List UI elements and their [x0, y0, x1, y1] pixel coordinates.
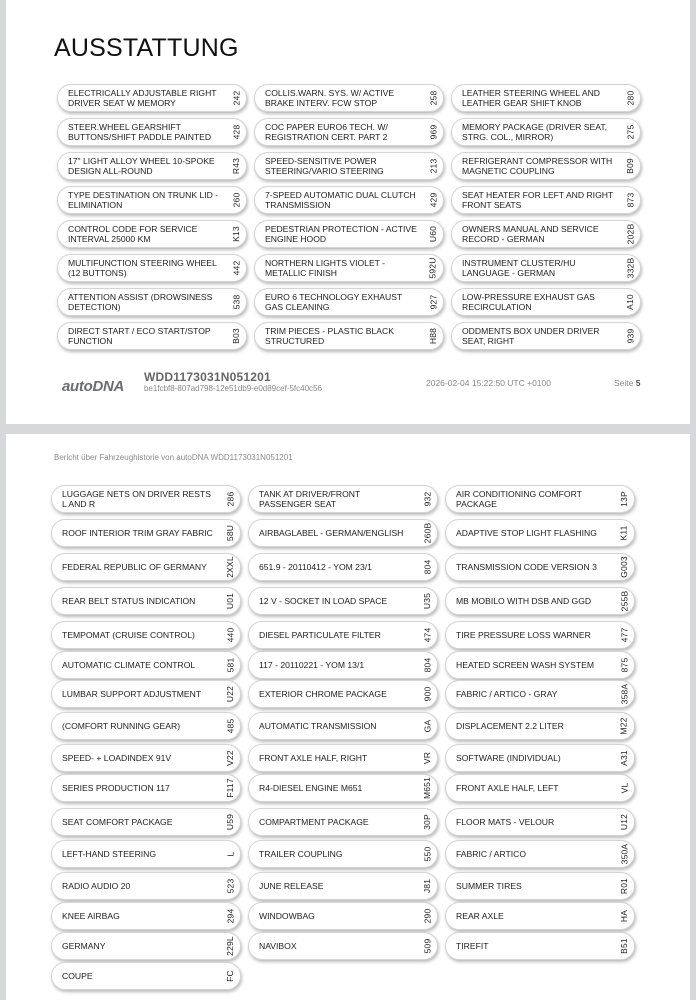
equipment-code: 428	[230, 124, 241, 140]
equipment-item	[57, 186, 247, 214]
equipment-item	[57, 84, 247, 112]
equipment-label: TRIM PIECES - PLASTIC BLACK STRUCTURED	[265, 326, 394, 346]
equipment-code-wrap	[220, 841, 240, 867]
equipment-item	[445, 587, 635, 615]
equipment-item	[248, 840, 438, 868]
equipment-label: COC PAPER EURO6 TECH. W/ REGISTRATION CERT. PART 2	[265, 122, 388, 142]
equipment-code: 873	[624, 192, 635, 208]
equipment-code-wrap	[614, 873, 634, 899]
equipment-item	[51, 774, 241, 802]
equipment-code-wrap	[614, 622, 634, 648]
equipment-item	[445, 774, 635, 802]
equipment-code: A31	[618, 750, 629, 766]
equipment-code-wrap	[417, 873, 437, 899]
equipment-label: TYPE DESTINATION ON TRUNK LID - ELIMINATION	[68, 190, 219, 210]
equipment-label: MEMORY PACKAGE (DRIVER SEAT, STRG. COL., MIRROR)	[462, 122, 608, 142]
equipment-item	[445, 872, 635, 900]
equipment-code-wrap	[614, 520, 634, 546]
equipment-item	[248, 680, 438, 708]
equipment-code: L	[225, 851, 235, 857]
equipment-code-wrap	[226, 221, 246, 247]
page-title: AUSSTATTUNG	[54, 34, 239, 62]
equipment-item	[445, 712, 635, 740]
equipment-code-wrap	[417, 486, 437, 512]
equipment-code: 523	[224, 878, 235, 894]
equipment-code: 229L	[225, 936, 235, 956]
equipment-item	[51, 902, 241, 930]
equipment-item	[451, 118, 641, 146]
equipment-item	[445, 840, 635, 868]
equipment-code-wrap	[417, 681, 437, 707]
equipment-code: U12	[618, 813, 629, 831]
equipment-item	[51, 712, 241, 740]
equipment-code-wrap	[220, 588, 240, 614]
equipment-item	[51, 808, 241, 836]
equipment-code: VR	[422, 751, 432, 765]
equipment-code: 875	[618, 657, 629, 673]
equipment-code: 290	[421, 908, 432, 924]
equipment-code-wrap	[614, 486, 634, 512]
equipment-label: TIREFIT	[456, 941, 489, 951]
footer-timestamp: 2026-02-04 15:22:50 UTC +0100	[426, 378, 551, 388]
equipment-label: NORTHERN LIGHTS VIOLET - METALLIC FINISH	[265, 258, 386, 278]
equipment-code-wrap	[417, 622, 437, 648]
equipment-code: U35	[421, 592, 432, 610]
equipment-label: FEDERAL REPUBLIC OF GERMANY	[62, 562, 207, 572]
equipment-label: REAR BELT STATUS INDICATION	[62, 596, 196, 606]
equipment-code: 350A	[619, 843, 629, 865]
equipment-label: INSTRUMENT CLUSTER/HU LANGUAGE - GERMAN	[462, 258, 576, 278]
equipment-code: 474	[421, 627, 432, 643]
equipment-item	[248, 872, 438, 900]
equipment-code-wrap	[417, 713, 437, 739]
equipment-item	[248, 744, 438, 772]
equipment-code: U01	[224, 592, 235, 610]
equipment-code-wrap	[417, 745, 437, 771]
equipment-item	[445, 744, 635, 772]
equipment-code-wrap	[226, 85, 246, 111]
footer-report-id: be1fcbf8-807ad798-12e51db9-e0d89cef-5fc40c56	[144, 384, 322, 393]
equipment-item	[254, 118, 444, 146]
equipment-item	[451, 220, 641, 248]
equipment-code-wrap	[423, 187, 443, 213]
equipment-code-wrap	[226, 119, 246, 145]
equipment-code-wrap	[226, 187, 246, 213]
equipment-label: RADIO AUDIO 20	[62, 881, 131, 891]
equipment-item	[451, 152, 641, 180]
equipment-code: 242	[230, 90, 241, 106]
autodna-logo: autoDNA	[62, 378, 125, 395]
equipment-label: 12 V - SOCKET IN LOAD SPACE	[259, 596, 388, 606]
equipment-item	[451, 186, 641, 214]
equipment-code-wrap	[620, 187, 640, 213]
equipment-grid-continued	[51, 485, 635, 994]
equipment-code-wrap	[423, 119, 443, 145]
equipment-label: 651.9 - 20110412 - YOM 23/1	[259, 562, 372, 572]
equipment-code-wrap	[614, 713, 634, 739]
equipment-item	[445, 902, 635, 930]
equipment-label: 17" LIGHT ALLOY WHEEL 10-SPOKE DESIGN ALL-ROUND	[68, 156, 215, 176]
equipment-item	[57, 152, 247, 180]
equipment-item	[51, 840, 241, 868]
equipment-code: 58U	[224, 524, 235, 542]
equipment-item	[51, 744, 241, 772]
equipment-code-wrap	[417, 809, 437, 835]
equipment-code: HA	[619, 909, 629, 923]
equipment-code-wrap	[620, 289, 640, 315]
equipment-label: COUPE	[62, 971, 93, 981]
equipment-code-wrap	[220, 745, 240, 771]
equipment-label: AUTOMATIC CLIMATE CONTROL	[62, 660, 196, 670]
equipment-code-wrap	[417, 554, 437, 580]
equipment-item	[248, 485, 438, 513]
equipment-label: 7-SPEED AUTOMATIC DUAL CLUTCH TRANSMISSION	[265, 190, 416, 210]
equipment-code: 2XXL	[225, 556, 235, 578]
equipment-code: 804	[421, 559, 432, 575]
equipment-code: A10	[624, 294, 635, 310]
equipment-item	[254, 186, 444, 214]
equipment-item	[51, 519, 241, 547]
equipment-item	[248, 587, 438, 615]
equipment-label: LEFT-HAND STEERING	[62, 849, 157, 859]
equipment-code: 260B	[422, 522, 432, 544]
equipment-label: ADAPTIVE STOP LIGHT FLASHING	[456, 528, 597, 538]
equipment-code: 286	[224, 491, 235, 507]
equipment-label: DIESEL PARTICULATE FILTER	[259, 630, 381, 640]
equipment-code-wrap	[220, 681, 240, 707]
equipment-item	[451, 254, 641, 282]
equipment-code: FC	[224, 970, 235, 982]
page-number: 5	[635, 378, 641, 388]
equipment-code-wrap	[423, 221, 443, 247]
equipment-code: 30P	[421, 814, 432, 830]
equipment-label: SPEED- + LOADINDEX 91V	[62, 753, 172, 763]
equipment-code: 485	[224, 718, 235, 734]
equipment-item	[451, 322, 641, 350]
equipment-label: COMPARTMENT PACKAGE	[259, 817, 369, 827]
equipment-code-wrap	[620, 119, 640, 145]
page-label: Seite	[614, 378, 634, 388]
equipment-code: 258	[427, 90, 438, 106]
equipment-code: 581	[224, 657, 235, 673]
equipment-label: WINDOWBAG	[259, 911, 315, 921]
equipment-item	[57, 322, 247, 350]
equipment-code: 927	[427, 294, 438, 310]
equipment-code: 538	[230, 294, 241, 310]
equipment-code-wrap	[423, 289, 443, 315]
equipment-code-wrap	[220, 775, 240, 801]
equipment-code-wrap	[620, 221, 640, 247]
equipment-item	[254, 152, 444, 180]
equipment-label: EXTERIOR CHROME PACKAGE	[259, 689, 387, 699]
equipment-label: SOFTWARE (INDIVIDUAL)	[456, 753, 561, 763]
footer-vin: WDD1173031N051201	[144, 370, 271, 384]
equipment-code-wrap	[614, 841, 634, 867]
equipment-item	[248, 553, 438, 581]
equipment-label: SPEED-SENSITIVE POWER STEERING/VARIO STEERING	[265, 156, 384, 176]
equipment-label: AIRBAGLABEL - GERMAN/ENGLISH	[259, 528, 404, 538]
equipment-label: REFRIGERANT COMPRESSOR WITH MAGNETIC COUPLING	[462, 156, 613, 176]
equipment-label: TANK AT DRIVER/FRONT PASSENGER SEAT	[259, 489, 361, 509]
equipment-code-wrap	[620, 323, 640, 349]
equipment-item	[248, 712, 438, 740]
equipment-code: 260	[230, 192, 241, 208]
equipment-code: 969	[427, 124, 438, 140]
equipment-code: B51	[618, 938, 629, 954]
equipment-item	[445, 651, 635, 679]
equipment-item	[451, 288, 641, 316]
equipment-label: AUTOMATIC TRANSMISSION	[259, 721, 377, 731]
equipment-code: 477	[618, 627, 629, 643]
equipment-code: 280	[624, 90, 635, 106]
equipment-label: MULTIFUNCTION STEERING WHEEL (12 BUTTONS)	[68, 258, 217, 278]
equipment-item	[248, 519, 438, 547]
equipment-code: G003	[619, 556, 629, 578]
equipment-grid	[57, 84, 641, 356]
equipment-code-wrap	[226, 323, 246, 349]
equipment-code-wrap	[417, 775, 437, 801]
equipment-code: 358A	[619, 683, 629, 705]
equipment-code-wrap	[417, 841, 437, 867]
equipment-label: LUGGAGE NETS ON DRIVER RESTS L AND R	[62, 489, 211, 509]
equipment-item	[51, 621, 241, 649]
equipment-item	[51, 932, 241, 960]
report-header-line: Bericht über Fahrzeughistorie von autoDNA WDD1173031N051201	[54, 453, 293, 462]
report-page-5	[6, 0, 690, 424]
equipment-code-wrap	[614, 809, 634, 835]
equipment-code: V22	[224, 750, 235, 766]
equipment-item	[51, 651, 241, 679]
equipment-code: 202B	[625, 223, 635, 245]
equipment-code: R01	[618, 877, 629, 895]
equipment-code-wrap	[423, 153, 443, 179]
equipment-code-wrap	[220, 903, 240, 929]
equipment-code: 804	[421, 657, 432, 673]
equipment-item	[51, 872, 241, 900]
equipment-item	[51, 680, 241, 708]
equipment-code-wrap	[226, 153, 246, 179]
equipment-item	[445, 485, 635, 513]
equipment-code-wrap	[220, 809, 240, 835]
equipment-item	[248, 774, 438, 802]
equipment-label: ODDMENTS BOX UNDER DRIVER SEAT, RIGHT	[462, 326, 600, 346]
equipment-code-wrap	[220, 520, 240, 546]
equipment-item	[248, 902, 438, 930]
equipment-code-wrap	[417, 588, 437, 614]
equipment-code-wrap	[614, 681, 634, 707]
equipment-item	[254, 288, 444, 316]
equipment-item	[445, 932, 635, 960]
equipment-item	[57, 118, 247, 146]
equipment-label: ELECTRICALLY ADJUSTABLE RIGHT DRIVER SEAT W MEMORY	[68, 88, 217, 108]
equipment-label: JUNE RELEASE	[259, 881, 324, 891]
equipment-code: K11	[619, 525, 629, 541]
equipment-code: 332B	[625, 257, 635, 279]
equipment-code: U59	[224, 813, 235, 831]
equipment-label: COLLIS.WARN. SYS. W/ ACTIVE BRAKE INTERV. FCW STOP	[265, 88, 395, 108]
equipment-code: 442	[230, 260, 241, 276]
equipment-code-wrap	[614, 588, 634, 614]
equipment-label: LEATHER STEERING WHEEL AND LEATHER GEAR SHIFT KNOB	[462, 88, 601, 108]
equipment-label: REAR AXLE	[456, 911, 504, 921]
equipment-code: 900	[421, 686, 432, 702]
equipment-code-wrap	[226, 255, 246, 281]
equipment-item	[51, 587, 241, 615]
equipment-label: MB MOBILO WITH DSB AND GGD	[456, 596, 592, 606]
equipment-code: 550	[421, 846, 432, 862]
equipment-label: STEER.WHEEL GEARSHIFT BUTTONS/SHIFT PADDLE PAINTED	[68, 122, 212, 142]
equipment-label: FRONT AXLE HALF, LEFT	[456, 783, 559, 793]
equipment-item	[57, 254, 247, 282]
equipment-code-wrap	[417, 652, 437, 678]
equipment-label: AIR CONDITIONING COMFORT PACKAGE	[456, 489, 582, 509]
equipment-item	[254, 254, 444, 282]
equipment-label: LOW-PRESSURE EXHAUST GAS RECIRCULATION	[462, 292, 595, 312]
equipment-label: TRAILER COUPLING	[259, 849, 343, 859]
equipment-item	[248, 808, 438, 836]
equipment-label: (COMFORT RUNNING GEAR)	[62, 721, 181, 731]
equipment-item	[445, 808, 635, 836]
equipment-code-wrap	[614, 775, 634, 801]
equipment-code-wrap	[620, 255, 640, 281]
equipment-code-wrap	[220, 713, 240, 739]
equipment-label: R4-DIESEL ENGINE M651	[259, 783, 363, 793]
equipment-code-wrap	[220, 652, 240, 678]
equipment-label: NAVIBOX	[259, 941, 297, 951]
equipment-code: 213	[427, 158, 438, 174]
equipment-code-wrap	[220, 486, 240, 512]
equipment-code: B09	[624, 158, 635, 174]
equipment-item	[254, 220, 444, 248]
equipment-item	[445, 519, 635, 547]
equipment-code-wrap	[226, 289, 246, 315]
equipment-label: TRANSMISSION CODE VERSION 3	[456, 562, 597, 572]
equipment-code: 939	[624, 328, 635, 344]
equipment-label: ATTENTION ASSIST (DROWSINESS DETECTION)	[68, 292, 213, 312]
equipment-label: DIRECT START / ECO START/STOP FUNCTION	[68, 326, 211, 346]
equipment-code-wrap	[220, 554, 240, 580]
equipment-code-wrap	[423, 323, 443, 349]
equipment-label: CONTROL CODE FOR SERVICE INTERVAL 25000 KM	[68, 224, 198, 244]
equipment-label: LUMBAR SUPPORT ADJUSTMENT	[62, 689, 202, 699]
equipment-code: K13	[230, 226, 241, 242]
equipment-item	[57, 288, 247, 316]
footer-page-number	[614, 378, 640, 388]
equipment-code-wrap	[614, 745, 634, 771]
equipment-code-wrap	[220, 933, 240, 959]
equipment-code: 592U	[428, 257, 438, 279]
equipment-code: 429	[427, 192, 438, 208]
equipment-code-wrap	[417, 520, 437, 546]
equipment-item	[254, 84, 444, 112]
equipment-item	[445, 680, 635, 708]
equipment-label: TEMPOMAT (CRUISE CONTROL)	[62, 630, 195, 640]
equipment-label: GERMANY	[62, 941, 106, 951]
equipment-label: SEAT COMFORT PACKAGE	[62, 817, 173, 827]
equipment-label: SERIES PRODUCTION 117	[62, 783, 170, 793]
equipment-code: GA	[422, 719, 432, 733]
equipment-code: U60	[427, 225, 438, 243]
equipment-code: 13P	[618, 491, 629, 507]
equipment-code-wrap	[220, 963, 240, 989]
equipment-code-wrap	[220, 873, 240, 899]
equipment-code: F117	[224, 778, 235, 798]
equipment-code: B03	[230, 328, 241, 344]
equipment-label: ROOF INTERIOR TRIM GRAY FABRIC	[62, 528, 213, 538]
equipment-label: OWNERS MANUAL AND SERVICE RECORD - GERMAN	[462, 224, 599, 244]
equipment-label: FRONT AXLE HALF, RIGHT	[259, 753, 368, 763]
equipment-item	[248, 932, 438, 960]
equipment-label: DISPLACEMENT 2.2 LITER	[456, 721, 564, 731]
equipment-item	[51, 962, 241, 990]
equipment-label: FABRIC / ARTICO	[456, 849, 527, 859]
equipment-label: EURO 6 TECHNOLOGY EXHAUST GAS CLEANING	[265, 292, 403, 312]
equipment-item	[51, 553, 241, 581]
equipment-code-wrap	[620, 153, 640, 179]
equipment-label: KNEE AIRBAG	[62, 911, 120, 921]
equipment-item	[445, 621, 635, 649]
equipment-code-wrap	[417, 903, 437, 929]
equipment-code-wrap	[417, 933, 437, 959]
equipment-code: M22	[618, 717, 629, 735]
equipment-code: 932	[421, 491, 432, 507]
equipment-item	[248, 651, 438, 679]
equipment-code-wrap	[614, 554, 634, 580]
equipment-label: SEAT HEATER FOR LEFT AND RIGHT FRONT SEATS	[462, 190, 614, 210]
equipment-code: R43	[230, 157, 241, 175]
equipment-code-wrap	[423, 255, 443, 281]
equipment-label: HEATED SCREEN WASH SYSTEM	[456, 660, 594, 670]
equipment-item	[51, 485, 241, 513]
equipment-code-wrap	[614, 903, 634, 929]
equipment-code: VL	[618, 782, 629, 794]
equipment-label: PEDESTRIAN PROTECTION - ACTIVE ENGINE HOOD	[265, 224, 417, 244]
equipment-label: TIRE PRESSURE LOSS WARNER	[456, 630, 591, 640]
equipment-label: SUMMER TIRES	[456, 881, 522, 891]
equipment-code: 294	[224, 908, 235, 924]
equipment-label: FABRIC / ARTICO - GRAY	[456, 689, 558, 699]
equipment-code: 275	[624, 124, 635, 140]
equipment-item	[57, 220, 247, 248]
equipment-item	[445, 553, 635, 581]
equipment-item	[451, 84, 641, 112]
equipment-code: M651	[422, 776, 432, 800]
equipment-item	[248, 621, 438, 649]
equipment-code-wrap	[423, 85, 443, 111]
equipment-code: H88	[427, 327, 438, 345]
equipment-code: J81	[422, 878, 432, 894]
equipment-code: U22	[224, 685, 235, 703]
equipment-label: 117 - 20110221 - YOM 13/1	[259, 660, 365, 670]
equipment-code: 440	[224, 627, 235, 643]
equipment-code-wrap	[220, 622, 240, 648]
equipment-code-wrap	[620, 85, 640, 111]
equipment-code: 255B	[619, 590, 629, 612]
equipment-label: FLOOR MATS - VELOUR	[456, 817, 555, 827]
equipment-item	[254, 322, 444, 350]
equipment-code-wrap	[614, 652, 634, 678]
equipment-code: 509	[421, 938, 432, 954]
equipment-code-wrap	[614, 933, 634, 959]
